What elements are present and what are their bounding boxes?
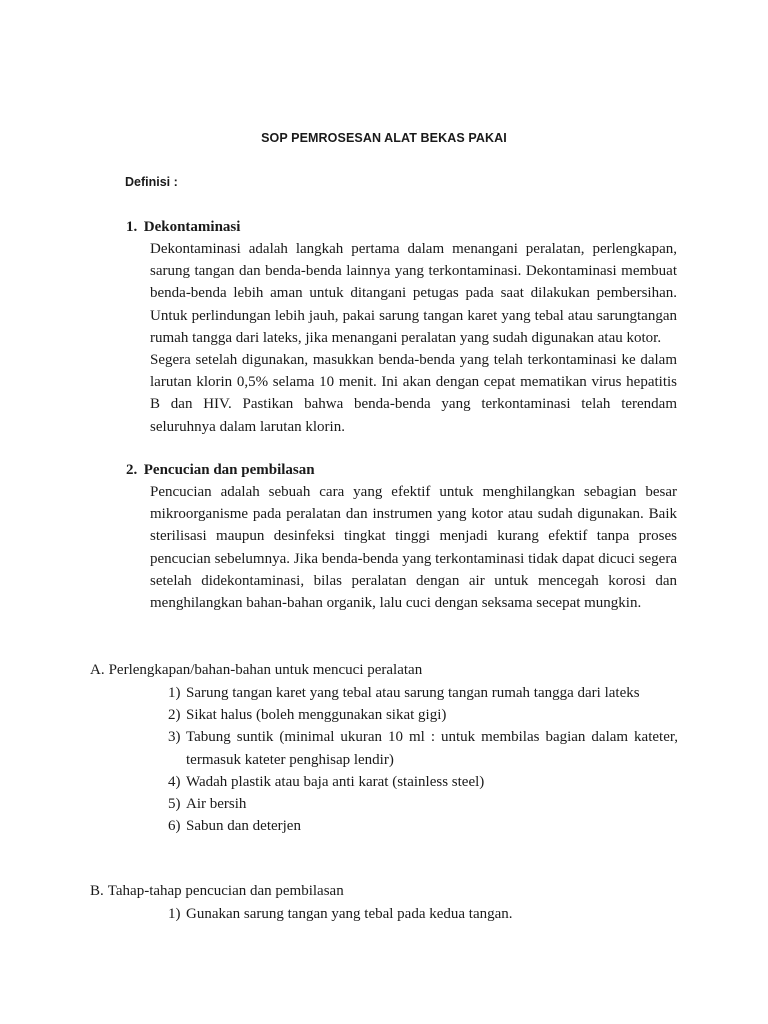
paragraph: Dekontaminasi adalah langkah pertama dalam menangani peralatan, perlengkapan, sarung tangan dan benda-benda lainnya yang terkontaminasi. Dekontaminasi membuat benda-benda lebih aman untuk ditangani petugas pada saat dilakukan pembersihan. Untuk perlindungan lebih jauh, pakai sarung tangan karet yang tebal atau sarungtangan rumah tangga dari lateks, jika menangani peralatan yang sudah digunakan atau kotor. xyxy=(150,241,677,346)
list-marker: 4) xyxy=(168,773,181,790)
list-title: Tahap-tahap pencucian dan pembilasan xyxy=(107,883,344,899)
section-body-pencucian xyxy=(150,481,677,614)
document-title: SOP PEMROSESAN ALAT BEKAS PAKAI xyxy=(261,131,507,145)
list-marker: 1) xyxy=(168,685,181,701)
section-number: 2. xyxy=(126,462,138,478)
list-marker: 3) xyxy=(168,729,181,746)
list-item xyxy=(168,704,678,726)
section-heading-pencucian xyxy=(126,459,315,481)
list-item xyxy=(168,771,678,793)
list-item xyxy=(168,793,678,815)
list-item xyxy=(168,903,678,925)
list-heading-tahap xyxy=(90,880,344,902)
list-item-text: Tabung suntik (minimal ukuran 10 ml : untuk membilas bagian dalam kateter, termasuk kateter penghisap lendir) xyxy=(186,729,678,768)
list-letter: A. xyxy=(90,662,105,678)
paragraph: Pencucian adalah sebuah cara yang efektif untuk menghilangkan sebagian besar mikroorganisme pada peralatan dan instrumen yang kotor atau sudah digunakan. Baik sterilisasi maupun desinfeksi tingkat tinggi menjadi kurang efektif tanpa proses pencucian sebelumnya. Jika benda-benda yang terkontaminasi tidak dapat dicuci segera setelah didekontaminasi, bilas peralatan dengan air untuk mencegah korosi dan menghilangkan bahan-bahan organik, lalu cuci dengan seksama secepat mungkin. xyxy=(150,484,677,612)
list-item-text: Sabun dan deterjen xyxy=(186,818,301,835)
section-title: Pencucian dan pembilasan xyxy=(143,462,315,478)
list-item xyxy=(168,682,678,704)
list-item xyxy=(168,815,678,837)
list-item xyxy=(168,726,678,770)
section-heading-dekontaminasi xyxy=(126,216,240,238)
list-marker: 2) xyxy=(168,707,181,724)
list-marker: 5) xyxy=(168,796,181,813)
list-letter: B. xyxy=(90,883,104,899)
list-title: Perlengkapan/bahan-bahan untuk mencuci peralatan xyxy=(108,662,423,678)
section-title: Dekontaminasi xyxy=(143,219,241,235)
list-item-text: Sikat halus (boleh menggunakan sikat gigi) xyxy=(186,707,447,724)
list-item-text: Sarung tangan karet yang tebal atau sarung tangan rumah tangga dari lateks xyxy=(186,685,640,701)
section-body-dekontaminasi xyxy=(150,238,677,438)
definisi-label: Definisi : xyxy=(125,175,178,189)
list-item-text: Air bersih xyxy=(186,796,247,813)
list-heading-perlengkapan xyxy=(90,659,422,681)
paragraph: Segera setelah digunakan, masukkan benda-benda yang telah terkontaminasi ke dalam larutan klorin 0,5% selama 10 menit. Ini akan dengan cepat mematikan virus hepatitis B dan HIV. Pastikan bahwa benda-benda yang terkontaminasi telah terendam seluruhnya dalam larutan klorin. xyxy=(150,352,677,435)
list-item-text: Wadah plastik atau baja anti karat (stainless steel) xyxy=(186,773,485,790)
list-marker: 6) xyxy=(168,818,181,835)
steps-list xyxy=(168,903,678,925)
section-number: 1. xyxy=(126,219,138,235)
list-item-text: Gunakan sarung tangan yang tebal pada kedua tangan. xyxy=(186,906,513,922)
equipment-list xyxy=(168,682,678,837)
list-marker: 1) xyxy=(168,906,181,922)
